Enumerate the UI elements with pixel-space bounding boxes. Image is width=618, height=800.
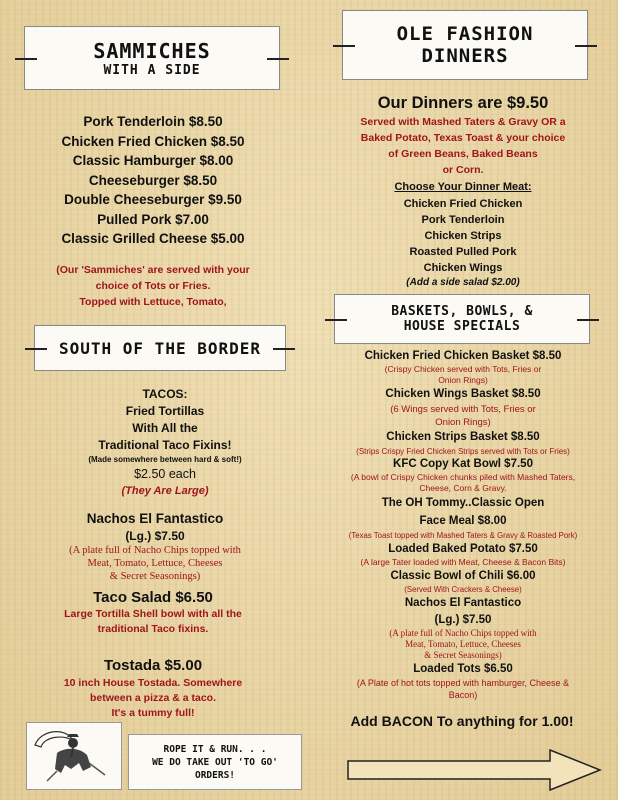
sammich-item: Cheeseburger $8.50: [88, 172, 218, 188]
tostada-title: Tostada $5.00: [103, 657, 203, 674]
basket-desc: (Served With Crackers & Cheese): [404, 585, 522, 594]
basket-desc: (Strips Crispy Fried Chicken Strips served with Tots or Fries): [356, 447, 570, 456]
sammiches-note: [28, 262, 278, 310]
basket-desc: Onion Rings): [435, 417, 491, 428]
taco-salad-desc-line: Large Tortilla Shell bowl with all the: [64, 608, 242, 620]
sammiches-title: SAMMICHES: [93, 38, 211, 63]
dinners-served-line: or Corn.: [442, 164, 484, 176]
sammiches-subtitle: WITH A SIDE: [103, 62, 201, 78]
nachos-left: [30, 510, 280, 583]
side-salad-note: (Add a side salad $2.00): [406, 277, 520, 288]
basket-desc: & Secret Seasonings): [424, 650, 502, 660]
basket-item: Chicken Fried Chicken Basket $8.50: [364, 350, 562, 362]
sammiches-list: [28, 112, 278, 249]
sammich-item: Classic Hamburger $8.00: [72, 153, 234, 168]
dinner-meat: Roasted Pulled Pork: [409, 246, 517, 258]
rope-line: WE DO TAKE OUT 'TO GO': [152, 756, 278, 768]
sammich-item: Double Cheeseburger $9.50: [64, 192, 242, 207]
tostada-desc-line: between a pizza & a taco.: [89, 692, 217, 704]
basket-desc: Meat, Tomato, Lettuce, Cheeses: [405, 639, 521, 649]
baskets-title-1: BASKETS, BOWLS, &: [391, 304, 533, 319]
taco-salad: [28, 588, 278, 637]
sammiches-note-line: choice of Tots or Fries.: [95, 280, 211, 292]
tacos-line: TACOS:: [142, 387, 188, 401]
dinners-section: [318, 92, 608, 290]
basket-item: Loaded Tots $6.50: [413, 663, 513, 675]
tacos-line: Fried Tortillas: [125, 404, 205, 418]
bacon-note: Add BACON To anything for 1.00!: [350, 713, 574, 729]
basket-item: The OH Tommy..Classic Open: [381, 497, 545, 509]
choose-meat-label: Choose Your Dinner Meat:: [394, 181, 532, 193]
basket-item: Chicken Wings Basket $8.50: [385, 388, 541, 400]
nachos-desc-line: Meat, Tomato, Lettuce, Cheeses: [87, 558, 223, 569]
sammich-item: Pork Tenderloin $8.50: [83, 114, 223, 129]
basket-desc: (Crispy Chicken served with Tots, Fries or: [384, 364, 542, 374]
rope-line: ORDERS!: [194, 769, 236, 781]
dinners-price: Our Dinners are $9.50: [377, 94, 549, 112]
sammiches-note-line: Topped with Lettuce, Tomato,: [79, 296, 227, 308]
dinners-title-1: OLE FASHION: [396, 23, 534, 45]
nachos-desc-line: & Secret Seasonings): [109, 571, 201, 582]
dinners-served-line: Served with Mashed Taters & Gravy OR a: [360, 116, 566, 128]
basket-desc: (A Plate of hot tots topped with hamburger, Cheese &: [356, 678, 570, 688]
dinner-meat: Chicken Strips: [424, 230, 502, 242]
sammich-item: Classic Grilled Cheese $5.00: [61, 231, 245, 246]
basket-desc: (A large Tater loaded with Meat, Cheese & Bacon Bits): [360, 557, 566, 567]
rope-banner: [128, 734, 302, 790]
nachos-desc-line: (A plate full of Nacho Chips topped with: [69, 545, 241, 556]
right-arrow-icon: [346, 748, 604, 792]
taco-salad-desc-line: traditional Taco fixins.: [97, 623, 209, 635]
basket-item: KFC Copy Kat Bowl $7.50: [393, 458, 533, 470]
basket-desc: (6 Wings served with Tots, Fries or: [390, 404, 536, 415]
tacos-note: (Made somewhere between hard & soft!): [88, 455, 242, 464]
baskets-list: [318, 349, 608, 701]
basket-item: (Lg.) $7.50: [434, 614, 492, 626]
baskets-title-2: HOUSE SPECIALS: [403, 319, 521, 334]
dinners-title-2: DINNERS: [421, 45, 509, 67]
south-title: SOUTH OF THE BORDER: [58, 338, 262, 358]
basket-item: Chicken Strips Basket $8.50: [386, 431, 540, 443]
sammich-item: Pulled Pork $7.00: [97, 211, 209, 227]
sammich-item: Chicken Fried Chicken $8.50: [61, 133, 245, 149]
basket-desc: (A bowl of Crispy Chicken chunks piled with Mashed Taters,: [350, 472, 576, 482]
tostada: [28, 656, 278, 721]
baskets-banner: [334, 294, 590, 344]
sammiches-note-line: (Our 'Sammiches' are served with your: [56, 264, 250, 276]
tostada-desc-line: It's a tummy full!: [111, 707, 195, 719]
basket-item: Classic Bowl of Chili $6.00: [390, 570, 536, 582]
sammiches-banner: [24, 26, 280, 90]
basket-item: Nachos El Fantastico: [404, 597, 522, 609]
tacos-large-note: (They Are Large): [121, 485, 209, 497]
basket-desc: (Texas Toast topped with Mashed Taters & Gravy & Roasted Pork): [348, 531, 578, 540]
dinner-meat: Chicken Fried Chicken: [403, 198, 523, 210]
basket-desc: Onion Rings): [438, 375, 488, 385]
dinners-served-line: Baked Potato, Texas Toast & your choice: [360, 132, 566, 144]
basket-desc: Cheese, Corn & Gravy.: [419, 483, 507, 493]
tacos-line: Traditional Taco Fixins!: [98, 438, 232, 452]
tacos-line: With All the: [132, 421, 198, 435]
tacos-price: $2.50 each: [134, 467, 196, 481]
south-banner: [34, 325, 286, 371]
dinners-banner: [342, 10, 588, 80]
rope-line: ROPE IT & RUN. . .: [163, 743, 267, 755]
dinners-served-line: of Green Beans, Baked Beans: [388, 148, 538, 160]
basket-item: Face Meal $8.00: [419, 515, 507, 527]
tostada-desc-line: 10 inch House Tostada. Somewhere: [63, 677, 243, 689]
tacos-section: [60, 386, 270, 500]
nachos-title: Nachos El Fantastico: [86, 511, 224, 526]
basket-desc: (A plate full of Nacho Chips topped with: [389, 628, 537, 638]
basket-desc: Bacon): [448, 690, 478, 700]
nachos-price: (Lg.) $7.50: [125, 529, 185, 543]
dinner-meat: Chicken Wings: [423, 262, 503, 274]
cowboy-roper-icon: [26, 722, 122, 790]
dinner-meat: Pork Tenderloin: [421, 214, 505, 226]
basket-item: Loaded Baked Potato $7.50: [388, 543, 538, 555]
taco-salad-title: Taco Salad $6.50: [93, 589, 213, 606]
